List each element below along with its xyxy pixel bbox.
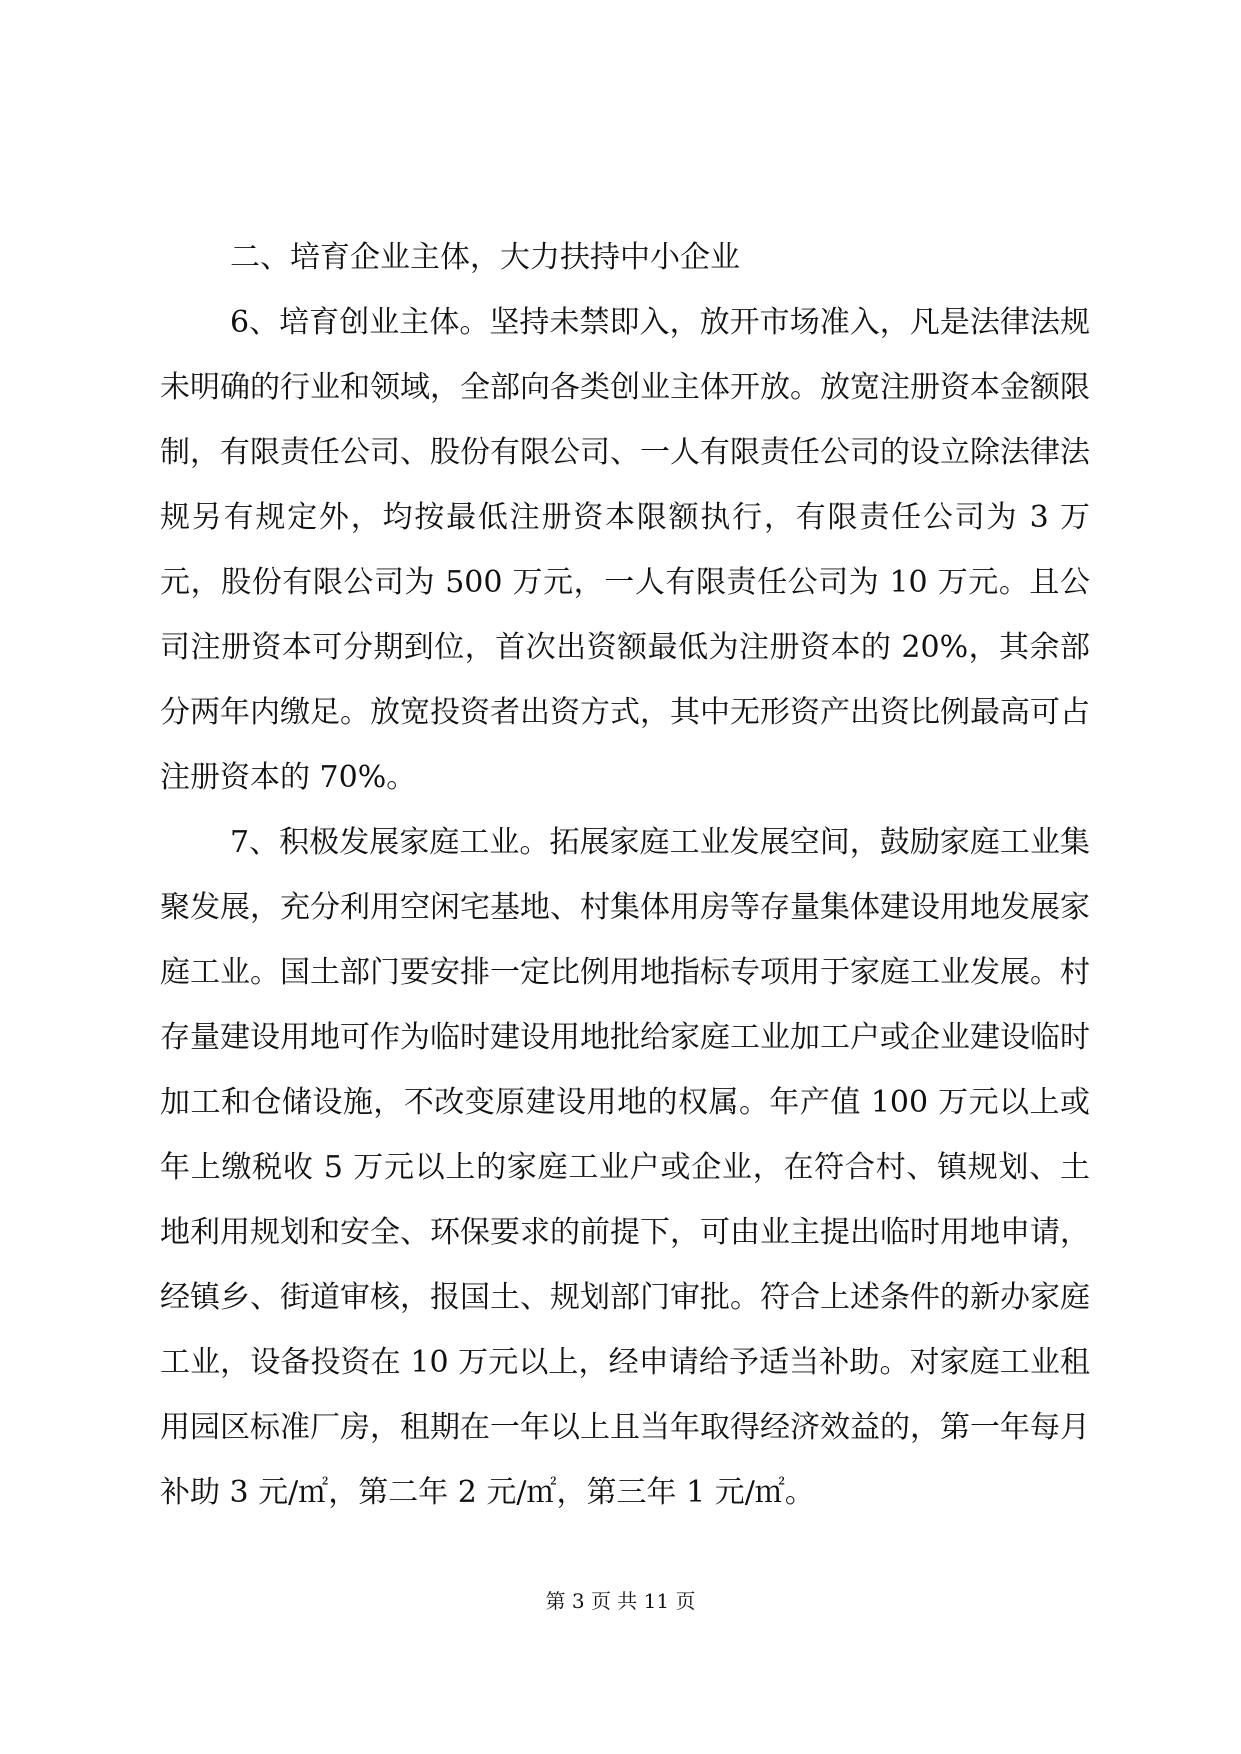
page-footer [0, 1586, 1241, 1616]
document-body [160, 225, 1090, 1525]
paragraph-7: 7、积极发展家庭工业。拓展家庭工业发展空间，鼓励家庭工业集聚发展，充分利用空闲宅基地、村集体用房等存量集体建设用地发展家庭工业。国土部门要安排一定比例用地指标专项用于家庭工业发展。村存量建设用地可作为临时建设用地批给家庭工业加工户或企业建设临时加工和仓储设施，不改变原建设用地的权属。年产值 100 万元以上或年上缴税收 5 万元以上的家庭工业户或企业，在符合村、镇规划、土地利用规划和安全、环保要求的前提下，可由业主提出临时用地申请，经镇乡、街道审核，报国土、规划部门审批。符合上述条件的新办家庭工业，设备投资在 10 万元以上，经申请给予适当补助。对家庭工业租用园区标准厂房，租期在一年以上且当年取得经济效益的，第一年每月补助 3 元/㎡，第二年 2 元/㎡，第三年 1 元/㎡。 [160, 825, 1090, 1510]
section-heading: 二、培育企业主体，大力扶持中小企业 [230, 240, 740, 275]
paragraph-6: 6、培育创业主体。坚持未禁即入，放开市场准入，凡是法律法规未明确的行业和领域，全部向各类创业主体开放。放宽注册资本金额限制，有限责任公司、股份有限公司、一人有限责任公司的设立除法律法规另有规定外，均按最低注册资本限额执行，有限责任公司为 3 万元，股份有限公司为 500 万元，一人有限责任公司为 10 万元。且公司注册资本可分期到位，首次出资额最低为注册资本的 20%，其余部分两年内缴足。放宽投资者出资方式，其中无形资产出资比例最高可占注册资本的 70%。 [160, 305, 1090, 795]
page-number-label: 第 3 页 共 11 页 [545, 1589, 696, 1613]
